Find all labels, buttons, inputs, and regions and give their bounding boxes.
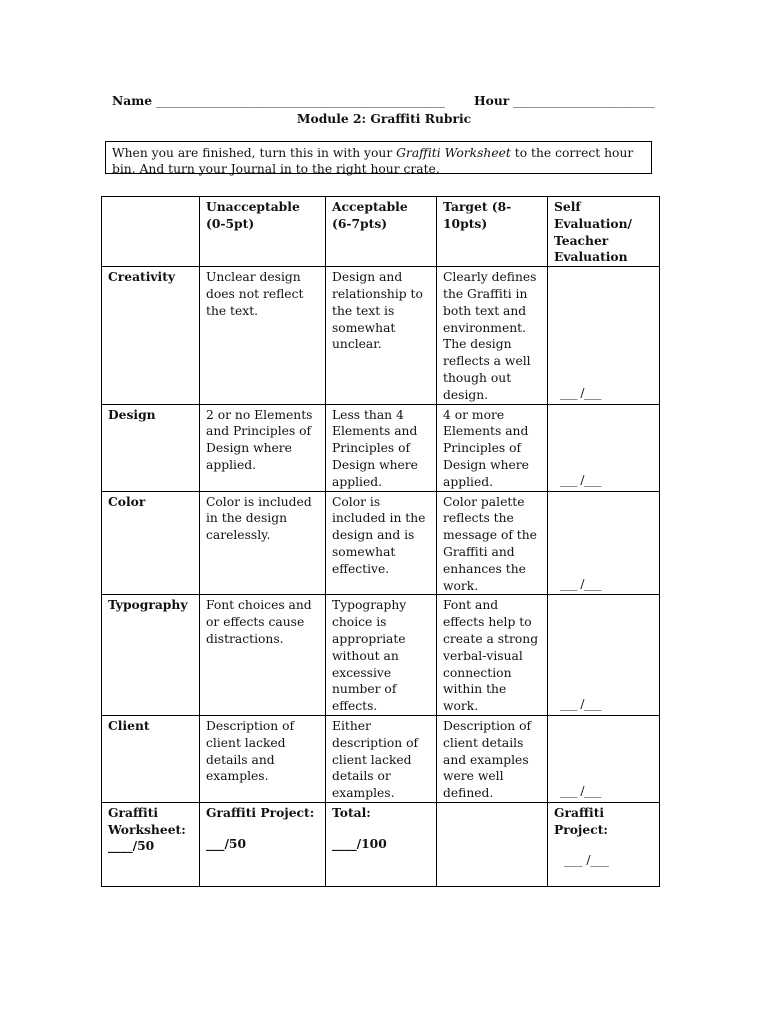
criterion-client: Client (102, 715, 200, 802)
project-score[interactable]: ___/50 (206, 835, 247, 851)
instructions-text-1: When you are finished, turn this in with your (112, 146, 397, 160)
name-field[interactable] (112, 93, 445, 108)
cell-acceptable: Either description of client lacked details or examples. (326, 715, 437, 802)
score-cell[interactable] (548, 715, 660, 802)
hour-label: Hour (474, 93, 510, 108)
cell-target: Clearly defines the Graffiti in both text and environment. The design reflects a well though out design. (437, 267, 548, 404)
worksheet-total-cell[interactable] (102, 802, 200, 886)
header-evaluation: Self Evaluation/ Teacher Evaluation (548, 197, 660, 267)
self-project-cell[interactable] (548, 802, 660, 886)
score-blank[interactable]: ___ /___ (560, 784, 601, 799)
cell-target: Font and effects help to create a strong verbal-visual connection within the work. (437, 595, 548, 716)
page-title: Module 2: Graffiti Rubric (296, 111, 472, 126)
score-cell[interactable] (548, 491, 660, 595)
hour-field[interactable] (474, 93, 655, 108)
instructions-box (105, 141, 652, 174)
score-blank[interactable]: ___ /___ (560, 576, 601, 591)
cell-unacceptable: Font choices and or effects cause distractions. (200, 595, 326, 716)
footer-row (102, 802, 660, 886)
table-row (102, 595, 660, 716)
table-row (102, 491, 660, 595)
cell-acceptable: Color is included in the design and is somewhat effective. (326, 491, 437, 595)
cell-target: 4 or more Elements and Principles of Design where applied. (437, 404, 548, 491)
instructions-text-2: to the correct hour bin. And turn your Journal in to the right hour crate. (112, 146, 634, 176)
cell-unacceptable: 2 or no Elements and Principles of Design where applied. (200, 404, 326, 491)
score-cell[interactable] (548, 404, 660, 491)
score-blank[interactable]: ___ /___ (560, 472, 601, 487)
name-hour-line (0, 93, 768, 109)
worksheet-score[interactable]: ____/50 (108, 838, 155, 854)
cell-target: Color palette reflects the message of the Graffiti and enhances the work. (437, 491, 548, 595)
cell-unacceptable: Color is included in the design carelessly. (200, 491, 326, 595)
criterion-creativity: Creativity (102, 267, 200, 404)
header-cell-blank (102, 197, 200, 267)
empty-cell (437, 802, 548, 886)
cell-acceptable: Typography choice is appropriate without an excessive number of effects. (326, 595, 437, 716)
total-label: Total: (332, 804, 371, 820)
score-blank[interactable]: ___ /___ (560, 697, 601, 712)
criterion-typography: Typography (102, 595, 200, 716)
rubric-table (101, 196, 660, 887)
self-project-score[interactable]: ___ /___ (564, 853, 609, 868)
score-blank[interactable]: ___ /___ (560, 385, 601, 400)
cell-unacceptable: Description of client lacked details and examples. (200, 715, 326, 802)
score-cell[interactable] (548, 595, 660, 716)
total-score[interactable]: ____/100 (332, 835, 387, 851)
self-project-label: Graffiti Project: (554, 804, 608, 837)
hour-blank: _______________________ (513, 94, 655, 108)
criterion-color: Color (102, 491, 200, 595)
cell-acceptable: Design and relationship to the text is somewhat unclear. (326, 267, 437, 404)
name-blank: _______________________________________________ (155, 94, 445, 108)
table-row (102, 267, 660, 404)
worksheet-label: Graffiti Worksheet: (108, 804, 186, 837)
criterion-design: Design (102, 404, 200, 491)
table-row (102, 715, 660, 802)
table-row (102, 404, 660, 491)
header-acceptable: Acceptable (6-7pts) (326, 197, 437, 267)
name-label: Name (112, 93, 153, 108)
score-cell[interactable] (548, 267, 660, 404)
header-row (102, 197, 660, 267)
project-label: Graffiti Project: (206, 804, 315, 820)
cell-unacceptable: Unclear design does not reflect the text. (200, 267, 326, 404)
instructions-emphasis: Graffiti Worksheet (396, 146, 511, 160)
header-target: Target (8-10pts) (437, 197, 548, 267)
cell-acceptable: Less than 4 Elements and Principles of Design where applied. (326, 404, 437, 491)
grand-total-cell[interactable] (326, 802, 437, 886)
header-unacceptable: Unacceptable (0-5pt) (200, 197, 326, 267)
cell-target: Description of client details and examples were well defined. (437, 715, 548, 802)
project-total-cell[interactable] (200, 802, 326, 886)
